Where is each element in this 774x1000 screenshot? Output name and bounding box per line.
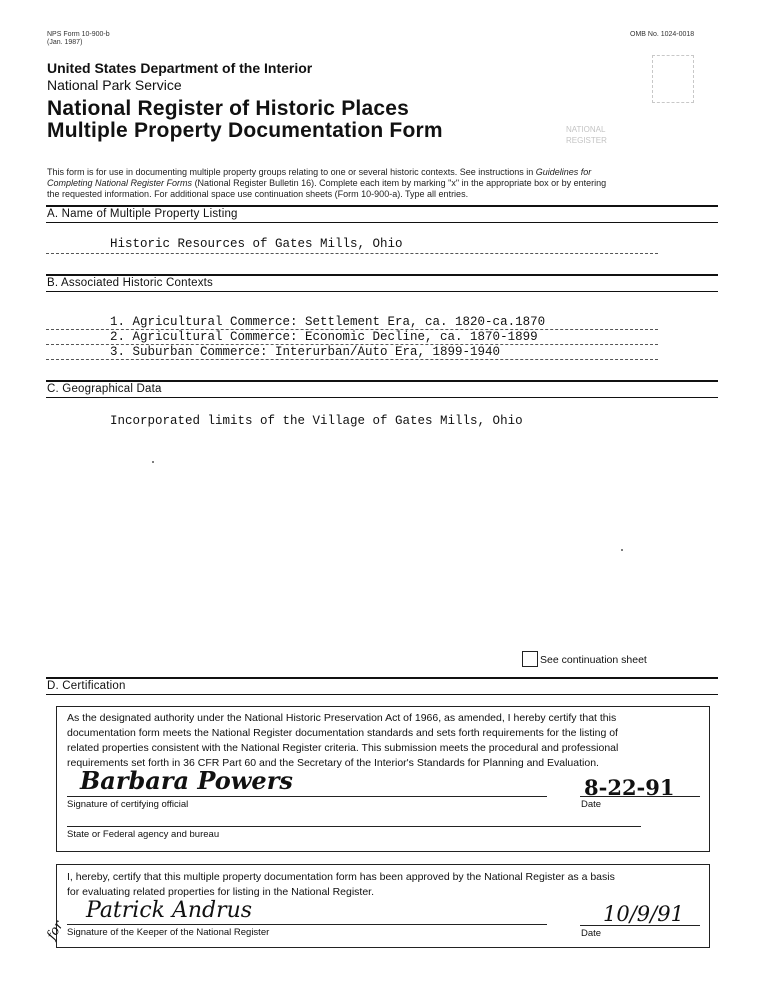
scan-speck	[152, 461, 154, 463]
cert-line: As the designated authority under the National Historic Preservation Act of 1966, as amended, I hereby certify that this	[67, 712, 617, 724]
date-label: Date	[581, 799, 602, 810]
divider	[46, 694, 718, 695]
certification-statement	[67, 711, 707, 771]
agency-label: State or Federal agency and bureau	[67, 829, 220, 840]
omb-number: OMB No. 1024-0018	[630, 31, 695, 38]
keeper-line: for evaluating related properties for listing in the National Register.	[67, 886, 375, 898]
divider	[46, 291, 718, 292]
historic-context-1[interactable]: 1. Agricultural Commerce: Settlement Era, ca. 1820-ca.1870	[110, 315, 546, 329]
entry-line	[46, 253, 658, 254]
keeper-line: I, hereby, certify that this multiple property documentation form has been approved by the National Register as a basis	[67, 871, 615, 883]
agency-line	[67, 826, 641, 827]
divider	[46, 380, 718, 382]
signature-line	[67, 796, 547, 797]
section-b-heading: B. Associated Historic Contexts	[47, 277, 213, 289]
entry-line	[46, 359, 658, 360]
divider	[46, 222, 718, 223]
continuation-checkbox[interactable]	[522, 651, 538, 667]
divider	[46, 397, 718, 398]
historic-context-3[interactable]: 3. Suburban Commerce: Interurban/Auto Era, 1899-1940	[110, 345, 501, 359]
certification-date: 8-22-91	[584, 775, 675, 800]
form-date: (Jan. 1987)	[47, 39, 83, 46]
historic-context-2[interactable]: 2. Agricultural Commerce: Economic Decline, ca. 1870-1899	[110, 330, 538, 344]
form-title-line1: National Register of Historic Places	[47, 97, 409, 120]
section-c-heading: C. Geographical Data	[47, 383, 162, 395]
continuation-label: See continuation sheet	[540, 654, 647, 666]
keeper-initials: for	[44, 918, 67, 943]
instructions	[47, 167, 727, 200]
department-name: United States Department of the Interior	[47, 60, 313, 76]
multiple-property-name[interactable]: Historic Resources of Gates Mills, Ohio	[110, 237, 403, 251]
scan-speck	[621, 549, 623, 551]
cert-line: related properties consistent with the National Register criteria. This submission meets the procedural and professional	[67, 742, 619, 754]
keeper-date-line	[580, 925, 700, 926]
form-title-line2: Multiple Property Documentation Form	[47, 119, 443, 142]
receipt-stamp-box	[652, 55, 694, 103]
keeper-signature-line	[67, 924, 547, 925]
instructions-guidelines: Guidelines for	[535, 167, 592, 177]
section-a-heading: A. Name of Multiple Property Listing	[47, 208, 238, 220]
section-d-heading: D. Certification	[47, 680, 126, 692]
divider	[46, 677, 718, 679]
keeper-date: 10/9/91	[603, 902, 684, 926]
keeper-date-label: Date	[581, 928, 602, 939]
form-number: NPS Form 10-900-b	[47, 31, 110, 38]
keeper-statement	[67, 870, 707, 900]
instructions-bulletin: Completing National Register Forms	[47, 178, 193, 188]
divider	[46, 205, 718, 207]
keeper-signature: Patrick Andrus	[86, 898, 253, 923]
date-line	[580, 796, 700, 797]
instructions-line3: the requested information. For additional space use continuation sheets (Form 10-900-a). Type all entries.	[47, 189, 469, 199]
cert-line: requirements set forth in 36 CFR Part 60 and the Secretary of the Interior's Standards for Planning and Evaluation.	[67, 757, 599, 769]
cert-line: documentation form meets the National Register documentation standards and sets forth requirements for the listing of	[67, 727, 618, 739]
receipt-stamp-text: NATIONAL REGISTER	[566, 125, 607, 145]
signature-label: Signature of certifying official	[67, 799, 189, 810]
certifying-official-signature: Barbara Powers	[80, 766, 293, 795]
keeper-signature-label: Signature of the Keeper of the National Register	[67, 927, 270, 938]
instructions-line1: This form is for use in documenting multiple property groups relating to one or several historic contexts. See instructions in	[47, 167, 536, 177]
instructions-line2: (National Register Bulletin 16). Complete each item by marking "x" in the appropriate box or by entering	[192, 178, 607, 188]
service-name: National Park Service	[47, 77, 182, 93]
divider	[46, 274, 718, 276]
geographical-data[interactable]: Incorporated limits of the Village of Gates Mills, Ohio	[110, 414, 523, 428]
